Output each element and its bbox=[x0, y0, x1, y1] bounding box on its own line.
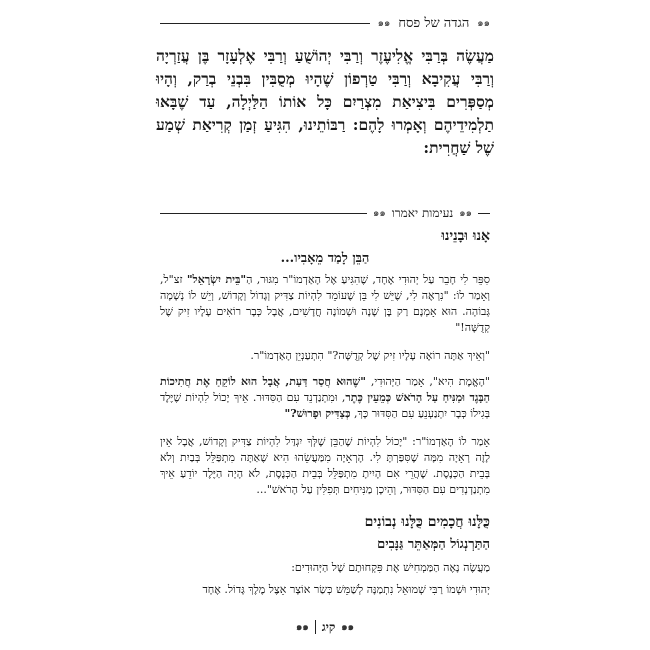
p1-text-a: סִפֵּר לִי חָבֵר עַל יְהוּדִי אֶחָד, שֶׁהִגִּיעַ אֶל הָאַדְמוֹ"ר מִגּוּר, הַ bbox=[246, 273, 490, 286]
p3-text-a: "הָאֱמֶת הִיא", אָמַר הַיְּהוּדִי, bbox=[365, 375, 490, 388]
section2-paragraph-2: יְהוּדִי וּשְׁמוֹ רַבִּי שְׁמוּאֵל נִתְמַנָּה לְשַׁמֵּשׁ כְּשַׂר אוֹצָר אֵצֶל מֶלֶךְ גָּדוֹל. אֶחָד bbox=[202, 583, 490, 596]
ornament-icon: ๑๑ bbox=[459, 207, 472, 219]
section1-subheading: הַבֵּן לָמַד מֵאָבִיו... bbox=[280, 251, 370, 266]
section1-heading: אָנוּ וּבָנֵינוּ bbox=[441, 228, 490, 244]
section2-subheading: הַתַּרְנְגוֹל הַמְּאַתֵּר גַּנָּבִים bbox=[377, 537, 490, 552]
ornament-icon: ๑๑ bbox=[296, 621, 309, 633]
section1-paragraph-1 bbox=[160, 272, 490, 336]
p1-text-b: זצ"ל, וְאָמַר לוֹ: "נִרְאֶה לִי, שֶׁיֵּשׁ לִי בֵּן שֶׁעוֹמֵד לִהְיוֹת צַדִּיק וְגָדוֹל וְקָדוֹשׁ, וְיֵשׁ לוֹ נְשָׁמָה גְּבוֹהָה. הוּא אָמְנָם רַק בֶּן שָׁנָה וּשְׁמוֹנָה חֳדָשִׁים, אֲבָל כְּבָר רוֹאִים עָלָיו זִיק שֶׁל קְדֻשָּׁה!" bbox=[160, 273, 490, 334]
p3-bold-2: כְּצַדִּיק וּפָרוּשׁ?" bbox=[284, 407, 351, 420]
section-divider-label: נעימות יאמרו bbox=[391, 205, 454, 220]
ornament-icon: ๑๑ bbox=[341, 621, 354, 633]
section2-heading: כֻּלָּנוּ חֲכָמִים כֻּלָּנוּ נְבוֹנִים bbox=[364, 514, 490, 530]
ornament-icon: ๑๑ bbox=[373, 207, 386, 219]
section2-paragraph-1: מַעֲשֶׂה נָאֶה הַמַּמְחִישׁ אֶת פִּקְחוּתָם שֶׁל הַיְּהוּדִים: bbox=[291, 561, 490, 574]
section-divider bbox=[160, 204, 490, 222]
ornament-icon: ๑๑ bbox=[377, 17, 391, 29]
divider-rule-left bbox=[160, 213, 367, 214]
divider-rule-right bbox=[478, 213, 490, 214]
running-header bbox=[160, 12, 490, 34]
running-header-title: הגדה של פסח bbox=[398, 16, 470, 31]
haggadah-text: מַעֲשֶׂה בְּרַבִּי אֱלִיעֶזֶר וְרַבִּי יְהוֹשֻׁעַ וְרַבִּי אֶלְעָזָר בֶּן עֲזַרְיָה וְרַבִּי עֲקִיבָא וְרַבִּי טַרְפוֹן שֶׁהָיוּ מְסֻבִּין בִּבְנֵי בְרַק, וְהָיוּ מְסַפְּרִים בִּיצִיאַת מִצְרַיִם כָּל אוֹתוֹ הַלַּיְלָה, עַד שֶׁבָּאוּ תַלְמִידֵיהֶם וְאָמְרוּ לָהֶם: רַבּוֹתֵינוּ, הִגִּיעַ זְמַן קְרִיאַת שְׁמַע שֶׁל שַׁחֲרִית: bbox=[156, 46, 494, 157]
p3-bold-1: "שֶׁהוּא חֲסַר דַּעַת, אֲבָל הוּא לוֹקֵחַ אֶת חֲתִיכוֹת הַבָּגֶד וּמַנִּיחַ עַל הָרֹאשׁ כְּמֵעֵין כֶּתֶר bbox=[160, 375, 491, 404]
section1-paragraph-2: "וְאֵיךְ אַתָּה רוֹאֶה עָלָיו זִיק שֶׁל קְדֻשָּׁה?" הִתְעַנְיֵן הָאַדְמוֹ"ר. bbox=[250, 349, 490, 362]
section1-paragraph-3 bbox=[160, 374, 490, 422]
page-number-footer bbox=[160, 618, 490, 636]
p3-text-b: , וּמִתְנַדְנֵד עִם הַסִּדּוּר. אֵיךְ יָכוֹל לִהְיוֹת שֶׁיֶּלֶד בְּגִילוֹ כְּבָר יִתְנַעְנֵעַ עִם הַסִּדּוּר כָּךְ, bbox=[160, 391, 490, 420]
page-number: קיג bbox=[321, 619, 336, 634]
p1-bold: "בֵּית יִשְׂרָאֵל" bbox=[186, 273, 247, 286]
header-rule bbox=[160, 23, 370, 24]
footer-divider bbox=[315, 620, 316, 634]
section1-paragraph-4: אָמַר לוֹ הָאַדְמוֹ"ר: "יָכוֹל לִהְיוֹת שֶׁהַבֵּן שֶׁלְּךָ יִגְדַּל לִהְיוֹת צַדִּיק וְקָדוֹשׁ, אֲבָל אֵין לָזֶה רְאָיָה מִמָּה שֶׁסִּפַּרְתָּ לִי. הָרְאָיָה מִמַּעֲשֵׂהוּ הִיא שֶׁאַתָּה מִתְפַּלֵּל בְּבַיִת וְלֹא בְּבֵית הַכְּנֶסֶת. שֶׁהֲרֵי אִם הָיִיתָ מִתְפַּלֵּל בְּבֵית הַכְּנֶסֶת, לֹא הָיָה הַיֶּלֶד יוֹדֵעַ אֵיךְ מִתְנַדְנְדִים עִם הַסִּדּוּר, וְהֵיכָן מַנִּיחִים תְּפִלִּין עַל הָרֹאשׁ"... bbox=[160, 435, 490, 496]
ornament-icon: ๑๑ bbox=[477, 17, 490, 29]
